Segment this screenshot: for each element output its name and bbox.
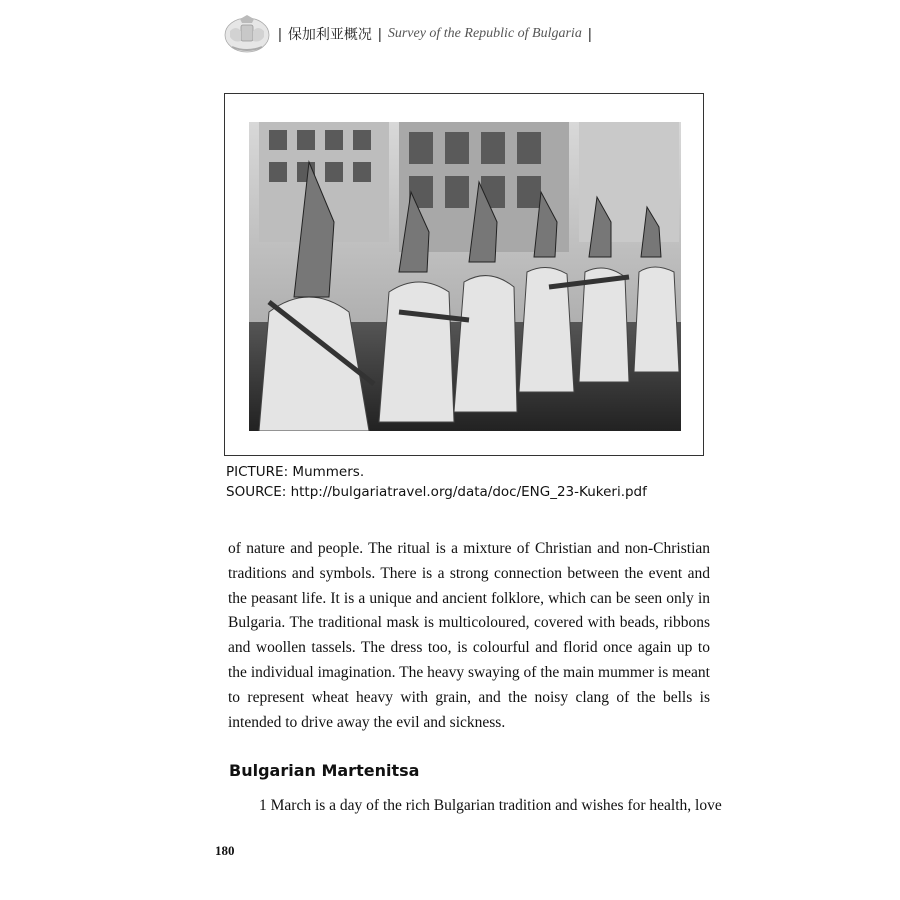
header-separator: | <box>587 25 592 43</box>
header-separator: | <box>278 25 282 43</box>
caption-picture: PICTURE: Mummers. <box>226 464 365 480</box>
page-number: 180 <box>215 843 235 858</box>
figure-caption <box>226 462 647 502</box>
figure-frame <box>224 93 704 456</box>
body-paragraph-2: 1 March is a day of the rich Bulgarian tradition and wishes for health, love <box>259 797 722 814</box>
section-heading: Bulgarian Martenitsa <box>229 761 420 780</box>
header-separator: | <box>377 25 382 43</box>
header-title-english: Survey of the Republic of Bulgaria <box>387 26 582 41</box>
body-paragraph: of nature and people. The ritual is a mixture of Christian and non-Christian traditions and symbols. There is a strong connection between the event and the peasant life. It is a unique and ancient folklore, which can be seen only in Bulgaria. The traditional mask is multicoloured, covered with beads, ribbons and woollen tassels. The dress too, is colourful and florid once again up to the individual imagination. The heavy swaying of the main mummer is meant to represent wheat heavy with grain, and the noisy clang of the bells is intended to drive away the evil and sickness. <box>228 540 710 731</box>
caption-source: SOURCE: http://bulgariatravel.org/data/doc/ENG_23-Kukeri.pdf <box>226 484 647 500</box>
mummers-photo <box>249 122 681 431</box>
running-header <box>222 12 592 56</box>
coat-of-arms-icon <box>222 13 272 55</box>
header-title-chinese: 保加利亚概况 <box>287 27 372 43</box>
